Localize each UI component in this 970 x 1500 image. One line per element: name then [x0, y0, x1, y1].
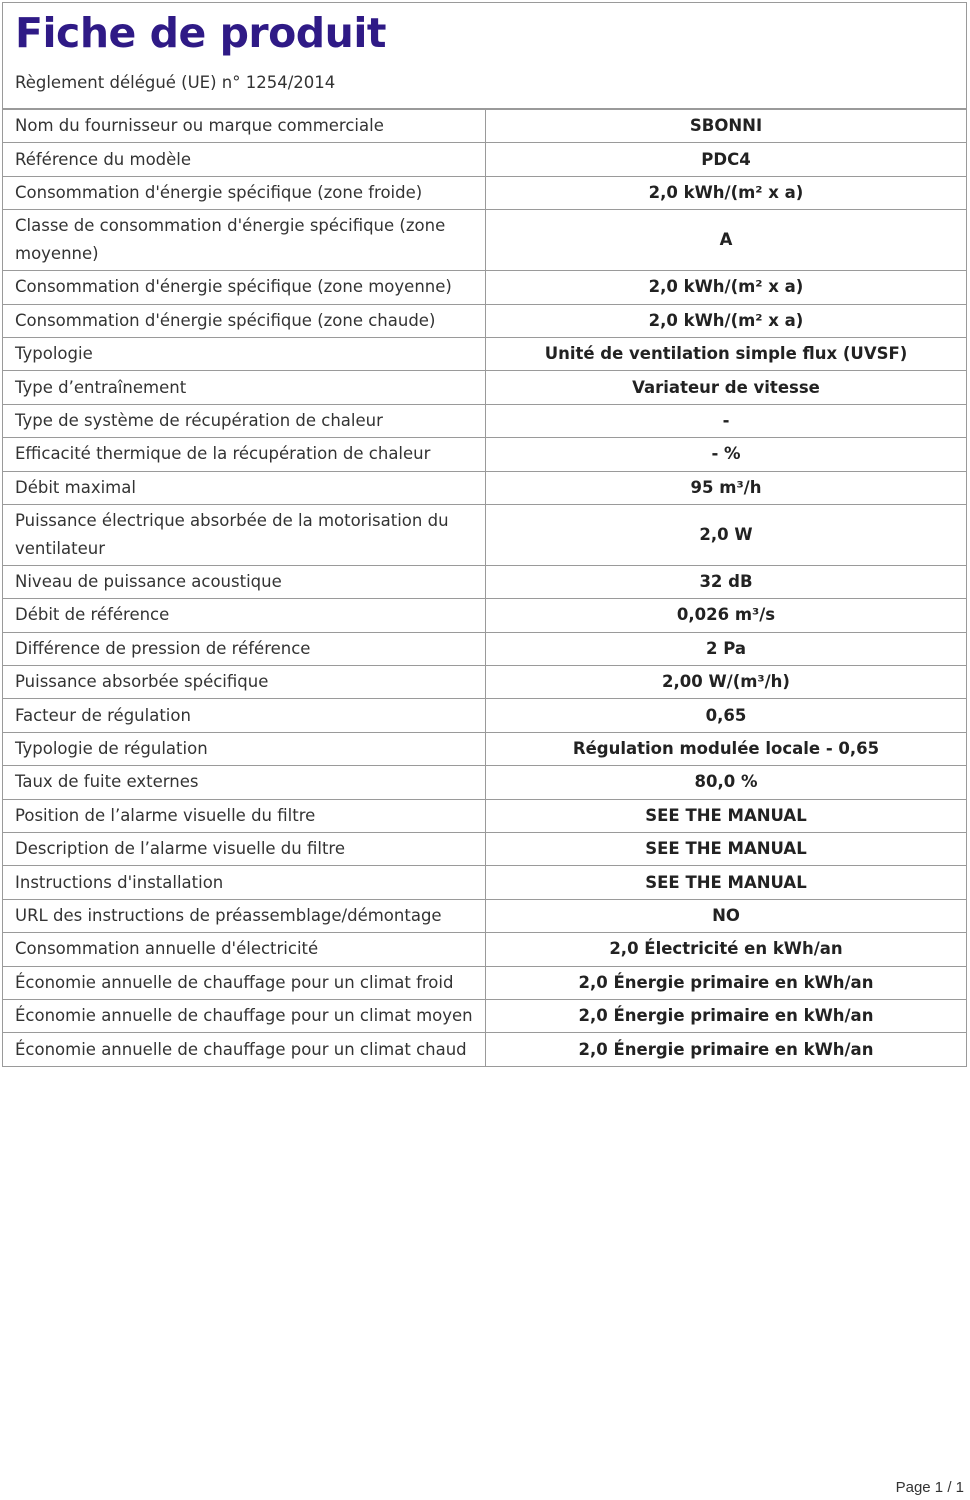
table-row	[3, 271, 967, 304]
row-value: Unité de ventilation simple flux (UVSF)	[486, 337, 967, 370]
row-label: Type de système de récupération de chaleur	[3, 404, 486, 437]
row-label: Efficacité thermique de la récupération de chaleur	[3, 438, 486, 471]
table-row	[3, 1033, 967, 1066]
table-row	[3, 176, 967, 209]
row-value: -	[486, 404, 967, 437]
table-row	[3, 766, 967, 799]
row-label: Différence de pression de référence	[3, 632, 486, 665]
row-value: 2,0 Énergie primaire en kWh/an	[486, 966, 967, 999]
product-sheet	[2, 2, 967, 1067]
table-row	[3, 999, 967, 1032]
row-label: Consommation annuelle d'électricité	[3, 933, 486, 966]
sheet-header	[2, 2, 967, 109]
row-value: 2 Pa	[486, 632, 967, 665]
row-label: Position de l’alarme visuelle du filtre	[3, 799, 486, 832]
row-value: 2,0 kWh/(m² x a)	[486, 271, 967, 304]
row-label: Économie annuelle de chauffage pour un climat froid	[3, 966, 486, 999]
table-row	[3, 933, 967, 966]
table-row	[3, 337, 967, 370]
row-value: 80,0 %	[486, 766, 967, 799]
table-row	[3, 438, 967, 471]
row-value: Régulation modulée locale - 0,65	[486, 732, 967, 765]
row-value: 0,026 m³/s	[486, 599, 967, 632]
table-row	[3, 799, 967, 832]
row-label: Nom du fournisseur ou marque commerciale	[3, 110, 486, 143]
product-table	[2, 109, 967, 1067]
row-label: Débit maximal	[3, 471, 486, 504]
row-label: Consommation d'énergie spécifique (zone froide)	[3, 176, 486, 209]
table-row	[3, 599, 967, 632]
row-label: Consommation d'énergie spécifique (zone chaude)	[3, 304, 486, 337]
row-label: Puissance électrique absorbée de la motorisation du ventilateur	[3, 504, 486, 565]
row-value: 2,0 Électricité en kWh/an	[486, 933, 967, 966]
page-title: Fiche de produit	[15, 9, 386, 57]
table-row	[3, 833, 967, 866]
row-value: 2,0 Énergie primaire en kWh/an	[486, 999, 967, 1032]
row-label: Classe de consommation d'énergie spécifique (zone moyenne)	[3, 210, 486, 271]
regulation-reference: Règlement délégué (UE) n° 1254/2014	[3, 61, 966, 109]
row-label: Niveau de puissance acoustique	[3, 565, 486, 598]
table-row	[3, 966, 967, 999]
row-label: Débit de référence	[3, 599, 486, 632]
row-value: 2,00 W/(m³/h)	[486, 666, 967, 699]
row-label: Taux de fuite externes	[3, 766, 486, 799]
table-row	[3, 666, 967, 699]
row-label: Typologie de régulation	[3, 732, 486, 765]
table-row	[3, 210, 967, 271]
row-label: Référence du modèle	[3, 143, 486, 176]
row-value: - %	[486, 438, 967, 471]
table-row	[3, 732, 967, 765]
table-row	[3, 699, 967, 732]
row-value: 2,0 W	[486, 504, 967, 565]
row-value: PDC4	[486, 143, 967, 176]
row-value: SEE THE MANUAL	[486, 799, 967, 832]
table-row	[3, 471, 967, 504]
table-row	[3, 143, 967, 176]
table-row	[3, 504, 967, 565]
row-label: Description de l’alarme visuelle du filtre	[3, 833, 486, 866]
page-number: Page 1 / 1	[895, 1479, 964, 1496]
row-value: SEE THE MANUAL	[486, 833, 967, 866]
row-label: Typologie	[3, 337, 486, 370]
row-label: URL des instructions de préassemblage/démontage	[3, 899, 486, 932]
row-value: 2,0 kWh/(m² x a)	[486, 176, 967, 209]
row-label: Instructions d'installation	[3, 866, 486, 899]
row-label: Type d’entraînement	[3, 371, 486, 404]
row-value: 32 dB	[486, 565, 967, 598]
row-label: Économie annuelle de chauffage pour un climat moyen	[3, 999, 486, 1032]
row-value: NO	[486, 899, 967, 932]
row-value: Variateur de vitesse	[486, 371, 967, 404]
table-row	[3, 899, 967, 932]
table-row	[3, 565, 967, 598]
row-label: Puissance absorbée spécifique	[3, 666, 486, 699]
row-value: 0,65	[486, 699, 967, 732]
row-value: 95 m³/h	[486, 471, 967, 504]
row-value: 2,0 kWh/(m² x a)	[486, 304, 967, 337]
table-row	[3, 371, 967, 404]
table-row	[3, 632, 967, 665]
row-value: 2,0 Énergie primaire en kWh/an	[486, 1033, 967, 1066]
table-row	[3, 304, 967, 337]
row-value: SEE THE MANUAL	[486, 866, 967, 899]
row-value: A	[486, 210, 967, 271]
row-label: Consommation d'énergie spécifique (zone moyenne)	[3, 271, 486, 304]
row-label: Facteur de régulation	[3, 699, 486, 732]
row-label: Économie annuelle de chauffage pour un climat chaud	[3, 1033, 486, 1066]
table-row	[3, 404, 967, 437]
row-value: SBONNI	[486, 110, 967, 143]
table-row	[3, 866, 967, 899]
table-row	[3, 110, 967, 143]
